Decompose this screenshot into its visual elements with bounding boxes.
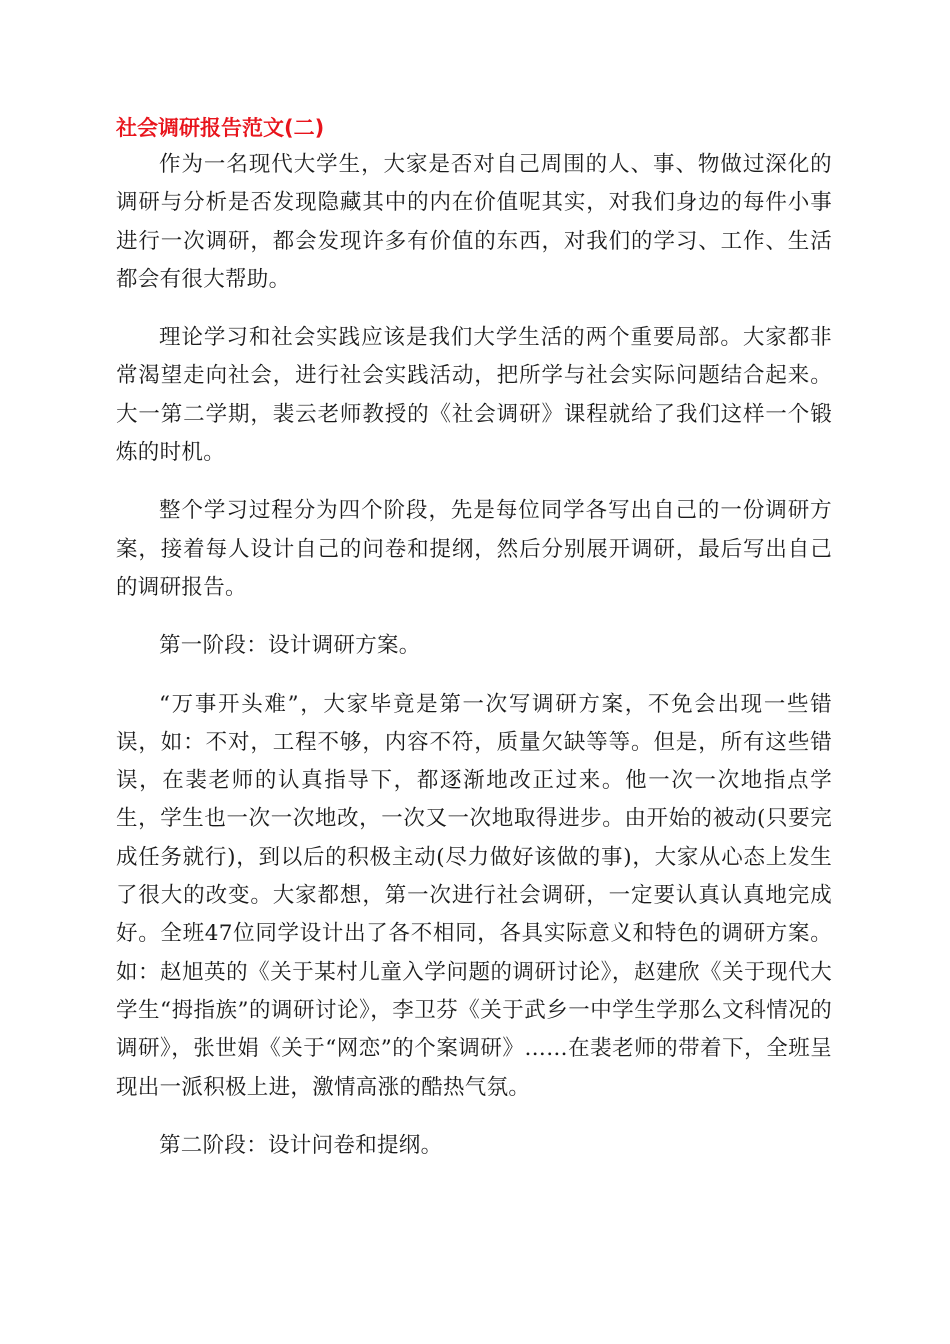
paragraph-theory-practice: 理论学习和社会实践应该是我们大学生活的两个重要局部。大家都非常渴望走向社会，进行社会实践活动，把所学与社会实际问题结合起来。大一第二学期，裴云老师教授的《社会调研》课程就给了我们这样一个锻炼的时机。 [116,325,832,466]
stage-two-heading: 第二阶段：设计问卷和提纲。 [159,1132,443,1158]
paragraph-stage-one-detail: “万事开头难”，大家毕竟是第一次写调研方案，不免会出现一些错误，如：不对，工程不够，内容不符，质量欠缺等等。但是，所有这些错误，在裴老师的认真指导下，都逐渐地改正过来。他一次一次地指点学生，学生也一次一次地改，一次又一次地取得进步。由开始的被动(只要完成任务就行)，到以后的积极主动(尽力做好该做的事)，大家从心态上发生了很大的改变。大家都想，第一次进行社会调研，一定要认真认真地完成好。全班47位同学设计出了各不相同，各具实际意义和特色的调研方案。如：赵旭英的《关于某村儿童入学问题的调研讨论》，赵建欣《关于现代大学生“拇指族”的调研讨论》，李卫芬《关于武乡一中学生学那么文科情况的调研》，张世娟《关于“网恋”的个案调研》……在裴老师的带着下，全班呈现出一派积极上进，激情高涨的酷热气氛。 [116,691,832,1100]
paragraph-intro: 作为一名现代大学生，大家是否对自己周围的人、事、物做过深化的调研与分析是否发现隐藏其中的内在价值呢其实，对我们身边的每件小事进行一次调研，都会发现许多有价值的东西，对我们的学习、工作、生活都会有很大帮助。 [116,152,832,292]
document-title: 社会调研报告范文(二) [116,116,325,140]
document-body [116,112,832,1185]
paragraph-four-stages: 整个学习过程分为四个阶段，先是每位同学各写出自己的一份调研方案，接着每人设计自己的问卷和提纲，然后分别展开调研，最后写出自己的调研报告。 [116,498,832,600]
stage-one-heading: 第一阶段：设计调研方案。 [159,633,421,659]
